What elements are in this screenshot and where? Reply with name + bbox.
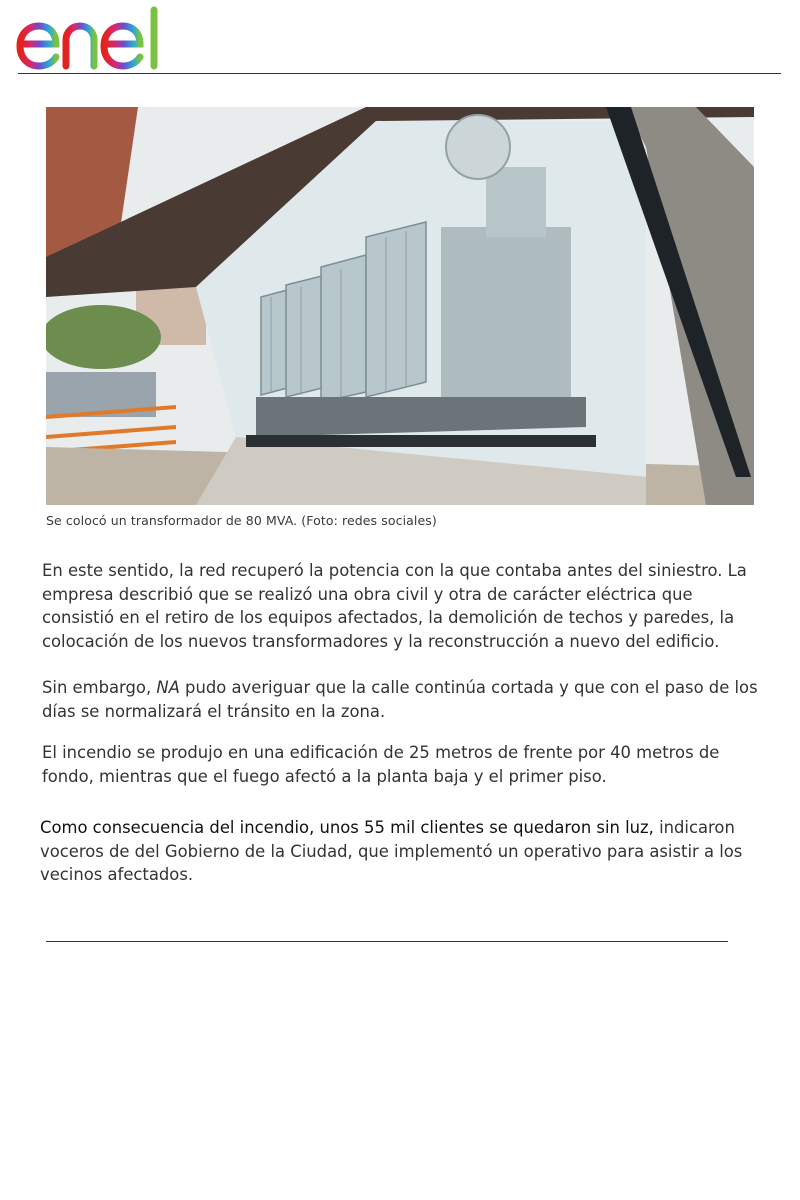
photo-caption: Se colocó un transformador de 80 MVA. (Foto: redes sociales) — [46, 513, 437, 528]
paragraph-2-end: pudo averiguar que la calle continúa cortada y que con el paso de los días se normalizará el tránsito en la zona. — [42, 678, 758, 721]
transformer-photo — [46, 107, 754, 505]
paragraph-4-rest: indicaron voceros de del Gobierno de la Ciudad, que implementó un operativo para asistir a los vecinos afectados. — [40, 818, 743, 884]
article-paragraph-2 — [42, 676, 762, 723]
article-end-divider — [46, 941, 728, 942]
paragraph-4-lead: Como consecuencia del incendio, unos 55 mil clientes se quedaron sin luz, — [40, 818, 654, 837]
agency-name: NA — [156, 678, 180, 697]
article-paragraph-4 — [40, 816, 760, 887]
article-paragraph-3: El incendio se produjo en una edificación de 25 metros de frente por 40 metros de fondo, mientras que el fuego afectó a la planta baja y el primer piso. — [42, 743, 720, 786]
header-divider — [18, 73, 781, 74]
enel-logo[interactable] — [14, 4, 184, 70]
site-header — [0, 0, 800, 76]
paragraph-2-start: Sin embargo, — [42, 678, 157, 697]
article-paragraph-1: En este sentido, la red recuperó la potencia con la que contaba antes del siniestro. La empresa describió que se realizó una obra civil y otra de carácter eléctrica que consistió en el retiro de los equipos afectados, la demolición de techos y paredes, la colocación de los nuevos transformadores y la reconstrucción a nuevo del edificio. — [42, 561, 747, 651]
